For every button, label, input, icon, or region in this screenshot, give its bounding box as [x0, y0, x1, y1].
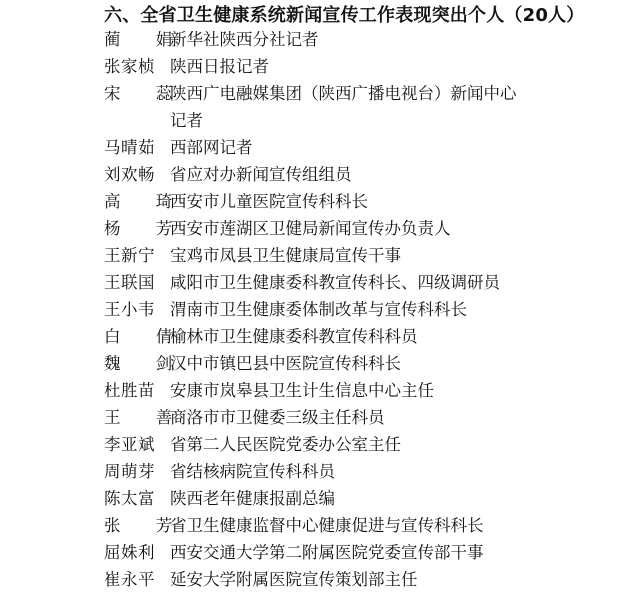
person-name: 马晴茹: [104, 138, 155, 157]
person-name: 陈太富: [104, 489, 155, 508]
person-role: 商洛市市卫健委三级主任科员: [170, 408, 385, 427]
person-name: 李亚斌: [104, 435, 155, 454]
person-name: 刘欢畅: [104, 165, 155, 184]
list-item: [104, 134, 624, 161]
list-item: [104, 377, 624, 404]
list-item: [104, 539, 624, 566]
person-role: 省第二人民医院党委办公室主任: [170, 435, 401, 454]
person-name: 王小韦: [104, 300, 155, 319]
list-item: [104, 26, 624, 53]
list-item: [104, 269, 624, 296]
person-role: 咸阳市卫生健康委科教宣传科长、四级调研员: [170, 273, 500, 292]
person-role: 西安市莲湖区卫健局新闻宣传办负责人: [170, 219, 451, 238]
list-item: [104, 53, 624, 80]
person-role: 安康市岚皋县卫生计生信息中心主任: [170, 381, 434, 400]
person-role: 宝鸡市凤县卫生健康局宣传干事: [170, 246, 401, 265]
person-name: 王新宁: [104, 246, 155, 265]
person-name: 杨 芳: [104, 219, 188, 238]
person-role: 延安大学附属医院宣传策划部主任: [170, 570, 418, 589]
person-name: 蔺 娟: [104, 30, 188, 49]
list-item: [104, 161, 624, 188]
person-role: 西部网记者: [170, 138, 253, 157]
list-item: [104, 350, 624, 377]
person-role: 新华社陕西分社记者: [170, 30, 319, 49]
honoree-list: [104, 26, 624, 593]
list-item: [104, 458, 624, 485]
list-item: [104, 242, 624, 269]
person-role: 陕西老年健康报副总编: [170, 489, 335, 508]
person-role: 渭南市卫生健康委体制改革与宣传科科长: [170, 300, 467, 319]
person-name: 王联国: [104, 273, 155, 292]
list-item: [104, 323, 624, 350]
person-name: 杜胜苗: [104, 381, 155, 400]
list-item: [104, 431, 624, 458]
person-role: 陕西日报记者: [170, 57, 269, 76]
person-role: 汉中市镇巴县中医院宣传科科长: [170, 354, 401, 373]
list-item: [104, 188, 624, 215]
person-name: 王 善: [104, 408, 188, 427]
list-item: [104, 404, 624, 431]
person-name: 崔永平: [104, 570, 155, 589]
person-role: 省卫生健康监督中心健康促进与宣传科科长: [170, 516, 484, 535]
person-role: 省结核病院宣传科科员: [170, 462, 335, 481]
person-name: 高 琦: [104, 192, 188, 211]
person-name: 张 芳: [104, 516, 188, 535]
person-role: 陕西广电融媒集团（陕西广播电视台）新闻中心记者: [170, 84, 517, 130]
list-item: [104, 215, 624, 242]
person-name: 白 倩: [104, 327, 188, 346]
list-item: [104, 80, 624, 134]
person-role: 榆林市卫生健康委科教宣传科科员: [170, 327, 418, 346]
person-name: 周萌芽: [104, 462, 155, 481]
person-name: 屈姝利: [104, 543, 155, 562]
person-name: 宋 蕊: [104, 84, 188, 103]
list-item: [104, 566, 624, 593]
person-role: 省应对办新闻宣传组组员: [170, 165, 352, 184]
person-role: 西安交通大学第二附属医院党委宣传部干事: [170, 543, 484, 562]
person-name: 魏 剑: [104, 354, 188, 373]
list-item: [104, 512, 624, 539]
section-heading: 六、全省卫生健康系统新闻宣传工作表现突出个人（20人）: [104, 5, 585, 26]
person-name: 张家桢: [104, 57, 155, 76]
person-role: 西安市儿童医院宣传科科长: [170, 192, 368, 211]
list-item: [104, 296, 624, 323]
list-item: [104, 485, 624, 512]
